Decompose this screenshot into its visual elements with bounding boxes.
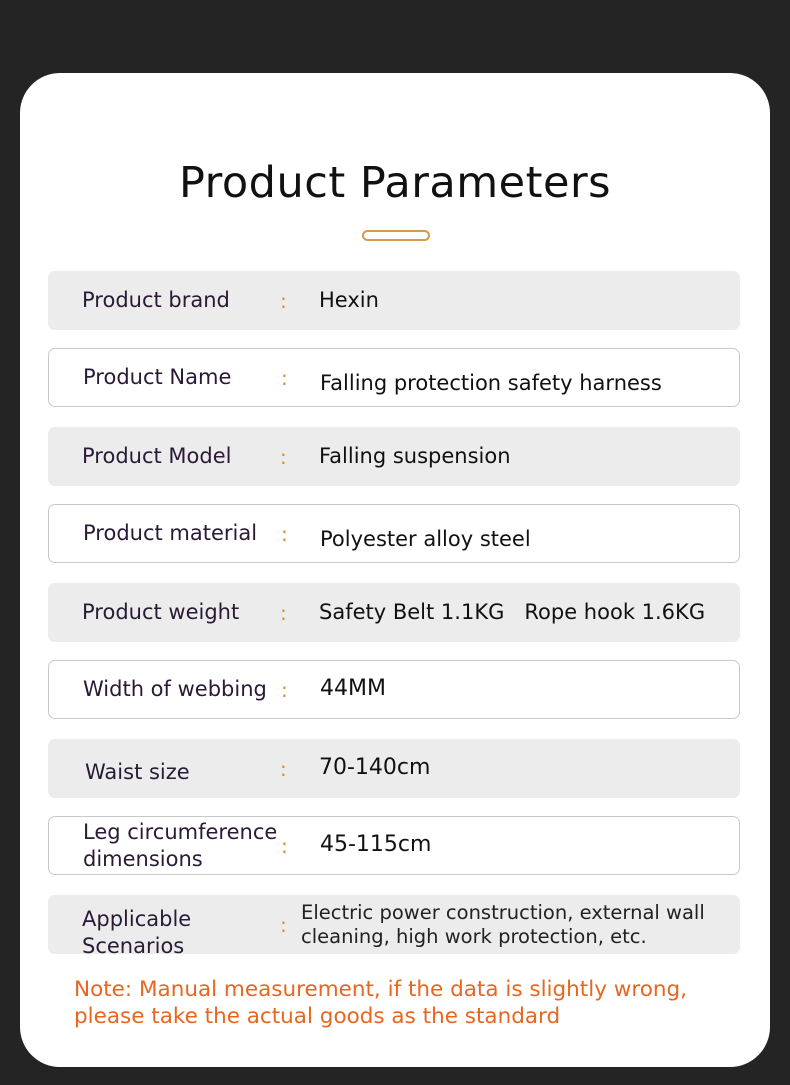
param-label: Waist size bbox=[85, 760, 190, 785]
page-title: Product Parameters bbox=[178, 158, 612, 208]
param-row-waist-size bbox=[48, 739, 740, 798]
param-row-brand bbox=[48, 271, 740, 330]
param-value: Falling protection safety harness bbox=[320, 370, 662, 395]
param-colon: : bbox=[281, 521, 288, 546]
param-value: Electric power construction, external wall cleaning, high work protection, etc. bbox=[301, 901, 705, 948]
param-row-material bbox=[48, 504, 740, 563]
param-colon: : bbox=[281, 677, 288, 702]
param-colon: : bbox=[280, 444, 287, 469]
param-colon: : bbox=[280, 288, 287, 313]
param-row-weight bbox=[48, 583, 740, 642]
param-colon: : bbox=[280, 600, 287, 625]
param-row-applicable-scenarios bbox=[48, 895, 740, 958]
param-value: 45-115cm bbox=[320, 832, 432, 858]
param-label: Product material bbox=[83, 521, 258, 546]
param-value: Safety Belt 1.1KG Rope hook 1.6KG bbox=[319, 599, 706, 624]
param-label: Leg circumference dimensions bbox=[83, 820, 278, 871]
param-row-model bbox=[48, 427, 740, 486]
param-value: Falling suspension bbox=[319, 443, 511, 468]
param-value: Polyester alloy steel bbox=[320, 526, 531, 551]
param-label: Width of webbing bbox=[83, 677, 267, 702]
measurement-note: Note: Manual measurement, if the data is slightly wrong, please take the actual goods as the standard bbox=[74, 977, 687, 1029]
param-label: Product weight bbox=[82, 600, 240, 625]
param-row-webbing-width bbox=[48, 660, 740, 719]
param-colon: : bbox=[281, 833, 288, 858]
param-label: Applicable Scenarios bbox=[82, 907, 192, 958]
param-row-leg-circumference bbox=[48, 816, 740, 875]
param-colon: : bbox=[280, 756, 287, 781]
title-underline-decoration bbox=[362, 230, 430, 241]
param-label: Product Model bbox=[82, 444, 232, 469]
param-colon: : bbox=[280, 912, 287, 937]
param-label: Product brand bbox=[82, 288, 230, 313]
param-label: Product Name bbox=[83, 365, 232, 390]
param-value: Hexin bbox=[319, 287, 379, 312]
param-row-name bbox=[48, 348, 740, 407]
param-value: 70-140cm bbox=[319, 755, 431, 781]
param-value: 44MM bbox=[320, 676, 386, 702]
param-colon: : bbox=[281, 365, 288, 390]
